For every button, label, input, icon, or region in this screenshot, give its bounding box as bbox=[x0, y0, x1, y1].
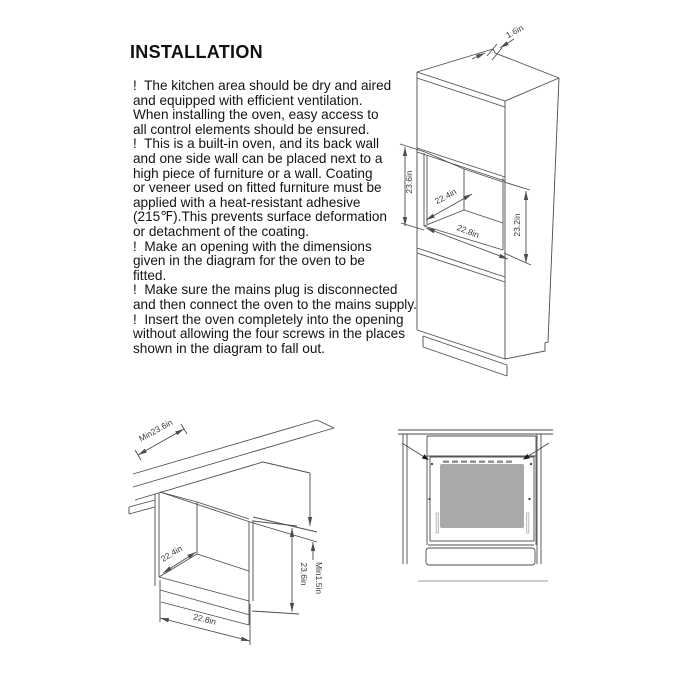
instruction-line: ! Make an opening with the dimensions bbox=[133, 238, 372, 254]
instruction-line: and one side wall can be placed next to a bbox=[133, 150, 383, 166]
dimension-niche-height bbox=[400, 144, 425, 230]
instruction-line: fitted. bbox=[133, 267, 167, 283]
cabinet-outline bbox=[417, 49, 559, 376]
countertop-outline bbox=[133, 420, 334, 500]
counter-cabinet-outline bbox=[129, 492, 317, 625]
page-title: INSTALLATION bbox=[130, 42, 263, 62]
screw-pointer-arrows bbox=[402, 443, 549, 460]
instruction-line: shown in the diagram to fall out. bbox=[133, 340, 325, 356]
instruction-line: ! Insert the oven completely into the opening bbox=[133, 311, 404, 327]
dimension-width bbox=[160, 580, 250, 645]
dimension-opening-height bbox=[504, 182, 531, 265]
dimension-label: Min23.6in bbox=[137, 417, 175, 444]
instruction-line: high piece of furniture or a wall. Coating bbox=[133, 165, 373, 181]
instruction-line: and equipped with efficient ventilation. bbox=[133, 92, 363, 108]
dimension-label: 22.8in bbox=[455, 222, 481, 241]
cabinet-cutout-diagram bbox=[393, 20, 568, 378]
dimension-label: 22.8in bbox=[192, 611, 218, 627]
oven-front-diagram bbox=[398, 424, 553, 589]
instruction-line: ! This is a built-in oven, and its back wall bbox=[133, 136, 380, 152]
instruction-line: given in the diagram for the oven to be bbox=[133, 253, 365, 269]
instruction-line: applied with a heat-resistant adhesive bbox=[133, 194, 361, 210]
instruction-line: all control elements should be ensured. bbox=[133, 121, 370, 137]
dimension-label: 1.6in bbox=[504, 22, 526, 41]
dimension-min-gap bbox=[310, 473, 324, 594]
dimension-width bbox=[426, 222, 508, 259]
instruction-text bbox=[133, 79, 417, 356]
drawer-front bbox=[426, 548, 535, 565]
dimension-depth bbox=[426, 186, 472, 220]
oven-front bbox=[402, 443, 549, 541]
dimension-label: 23.6in bbox=[404, 170, 414, 194]
instruction-line: (215℉).This prevents surface deformation bbox=[133, 209, 387, 225]
instruction-line: or detachment of the coating. bbox=[133, 223, 310, 239]
instruction-line: When installing the oven, easy access to bbox=[133, 107, 379, 123]
counter-niche-interior bbox=[159, 492, 249, 577]
arrow-icon bbox=[422, 454, 429, 460]
instruction-line: ! The kitchen area should be dry and aired bbox=[133, 78, 392, 93]
dimension-label: Min1.5in bbox=[314, 561, 324, 595]
dimension-label: 22.4in bbox=[433, 186, 459, 207]
instruction-line: ! Make sure the mains plug is disconnected bbox=[133, 282, 398, 298]
oven-door bbox=[440, 464, 524, 528]
instruction-line: without allowing the four screws in the places bbox=[133, 326, 406, 342]
vent-slots bbox=[443, 461, 512, 463]
counter-cutout-diagram bbox=[113, 418, 348, 673]
dimension-min-depth bbox=[135, 417, 187, 460]
dimension-label: 23.2in bbox=[512, 213, 522, 237]
dimension-label: 23.6in bbox=[299, 562, 309, 586]
dimension-height bbox=[252, 521, 309, 614]
dimension-label: 22.4in bbox=[158, 543, 184, 564]
instruction-line: or veneer used on fitted furniture must be bbox=[133, 180, 382, 196]
instruction-line: and then connect the oven to the mains supply. bbox=[133, 296, 417, 312]
